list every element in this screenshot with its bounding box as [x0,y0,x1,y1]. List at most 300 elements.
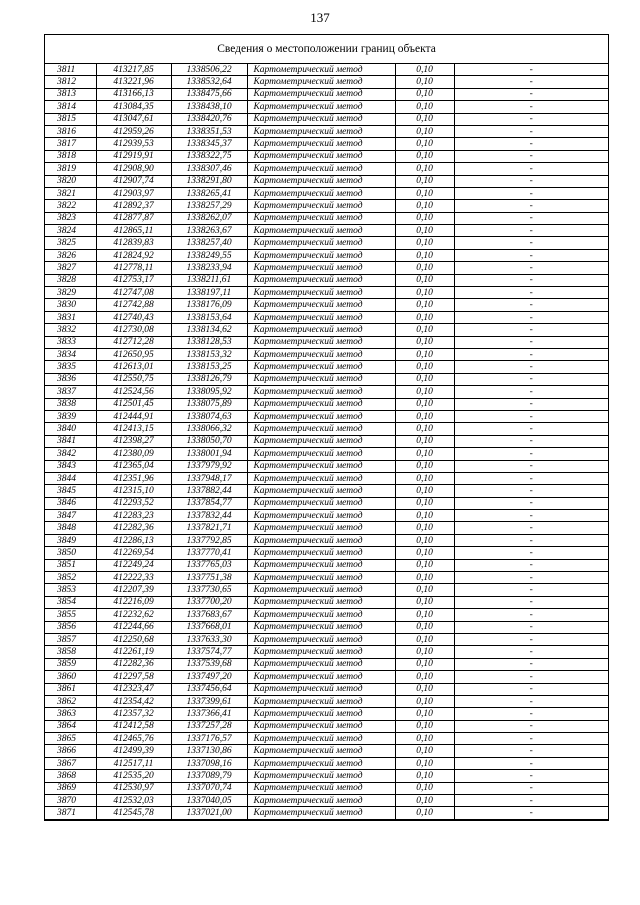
y-coordinate-cell: 1338074,63 [171,410,247,422]
y-coordinate-cell: 1337366,41 [171,708,247,720]
note-cell: - [454,646,608,658]
point-number-cell: 3847 [45,510,96,522]
method-cell: Картометрический метод [247,733,395,745]
x-coordinate-cell: 412413,15 [96,423,171,435]
y-coordinate-cell: 1338153,25 [171,361,247,373]
note-cell: - [454,76,608,88]
method-cell: Картометрический метод [247,212,395,224]
precision-cell: 0,10 [395,423,454,435]
x-coordinate-cell: 412282,36 [96,658,171,670]
method-cell: Картометрический метод [247,274,395,286]
table-row [45,472,608,484]
x-coordinate-cell: 412444,91 [96,410,171,422]
point-number-cell: 3871 [45,807,96,819]
y-coordinate-cell: 1338211,61 [171,274,247,286]
precision-cell: 0,10 [395,125,454,137]
point-number-cell: 3839 [45,410,96,422]
table-row [45,782,608,794]
point-number-cell: 3833 [45,336,96,348]
x-coordinate-cell: 412865,11 [96,225,171,237]
y-coordinate-cell: 1338262,07 [171,212,247,224]
point-number-cell: 3870 [45,795,96,807]
precision-cell: 0,10 [395,237,454,249]
table-row [45,324,608,336]
x-coordinate-cell: 412269,54 [96,547,171,559]
note-cell: - [454,274,608,286]
y-coordinate-cell: 1338265,41 [171,187,247,199]
precision-cell: 0,10 [395,410,454,422]
note-cell: - [454,386,608,398]
x-coordinate-cell: 412530,97 [96,782,171,794]
method-cell: Картометрический метод [247,522,395,534]
table-row [45,683,608,695]
y-coordinate-cell: 1337633,30 [171,633,247,645]
precision-cell: 0,10 [395,249,454,261]
table-row [45,249,608,261]
note-cell: - [454,262,608,274]
y-coordinate-cell: 1338506,22 [171,64,247,76]
x-coordinate-cell: 412297,58 [96,671,171,683]
precision-cell: 0,10 [395,621,454,633]
point-number-cell: 3864 [45,720,96,732]
point-number-cell: 3857 [45,633,96,645]
note-cell: - [454,633,608,645]
y-coordinate-cell: 1338153,64 [171,311,247,323]
x-coordinate-cell: 412501,45 [96,398,171,410]
x-coordinate-cell: 412908,90 [96,163,171,175]
method-cell: Картометрический метод [247,175,395,187]
table-row [45,200,608,212]
x-coordinate-cell: 413166,13 [96,88,171,100]
y-coordinate-cell: 1337456,64 [171,683,247,695]
y-coordinate-cell: 1338126,79 [171,373,247,385]
table-row [45,596,608,608]
precision-cell: 0,10 [395,807,454,819]
note-cell: - [454,448,608,460]
x-coordinate-cell: 412907,74 [96,175,171,187]
table-row [45,547,608,559]
point-number-cell: 3827 [45,262,96,274]
precision-cell: 0,10 [395,386,454,398]
point-number-cell: 3819 [45,163,96,175]
y-coordinate-cell: 1337683,67 [171,609,247,621]
point-number-cell: 3829 [45,287,96,299]
note-cell: - [454,138,608,150]
x-coordinate-cell: 412903,97 [96,187,171,199]
precision-cell: 0,10 [395,324,454,336]
note-cell: - [454,770,608,782]
table-row [45,336,608,348]
note-cell: - [454,423,608,435]
point-number-cell: 3845 [45,485,96,497]
precision-cell: 0,10 [395,782,454,794]
table-row [45,795,608,807]
precision-cell: 0,10 [395,596,454,608]
x-coordinate-cell: 412249,24 [96,559,171,571]
x-coordinate-cell: 412747,08 [96,287,171,299]
method-cell: Картометрический метод [247,720,395,732]
y-coordinate-cell: 1338075,89 [171,398,247,410]
point-number-cell: 3869 [45,782,96,794]
precision-cell: 0,10 [395,262,454,274]
coordinates-table-sheet [44,34,609,821]
point-number-cell: 3834 [45,348,96,360]
point-number-cell: 3831 [45,311,96,323]
x-coordinate-cell: 412351,96 [96,472,171,484]
x-coordinate-cell: 412261,19 [96,646,171,658]
table-row [45,225,608,237]
note-cell: - [454,522,608,534]
y-coordinate-cell: 1337882,44 [171,485,247,497]
y-coordinate-cell: 1337021,00 [171,807,247,819]
precision-cell: 0,10 [395,64,454,76]
note-cell: - [454,671,608,683]
note-cell: - [454,658,608,670]
method-cell: Картометрический метод [247,671,395,683]
note-cell: - [454,212,608,224]
table-row [45,720,608,732]
point-number-cell: 3815 [45,113,96,125]
note-cell: - [454,782,608,794]
method-cell: Картометрический метод [247,287,395,299]
note-cell: - [454,249,608,261]
point-number-cell: 3841 [45,435,96,447]
y-coordinate-cell: 1337176,57 [171,733,247,745]
precision-cell: 0,10 [395,646,454,658]
x-coordinate-cell: 412283,23 [96,510,171,522]
precision-cell: 0,10 [395,398,454,410]
method-cell: Картометрический метод [247,633,395,645]
point-number-cell: 3866 [45,745,96,757]
table-row [45,76,608,88]
y-coordinate-cell: 1337130,86 [171,745,247,757]
table-row [45,633,608,645]
note-cell: - [454,410,608,422]
method-cell: Картометрический метод [247,547,395,559]
y-coordinate-cell: 1337770,41 [171,547,247,559]
method-cell: Картометрический метод [247,807,395,819]
precision-cell: 0,10 [395,348,454,360]
table-row [45,88,608,100]
precision-cell: 0,10 [395,695,454,707]
precision-cell: 0,10 [395,113,454,125]
x-coordinate-cell: 412535,20 [96,770,171,782]
precision-cell: 0,10 [395,274,454,286]
note-cell: - [454,150,608,162]
note-cell: - [454,88,608,100]
point-number-cell: 3844 [45,472,96,484]
x-coordinate-cell: 412250,68 [96,633,171,645]
table-row [45,423,608,435]
table-title: Сведения о местоположении границ объекта [45,35,608,64]
method-cell: Картометрический метод [247,398,395,410]
precision-cell: 0,10 [395,336,454,348]
note-cell: - [454,807,608,819]
precision-cell: 0,10 [395,584,454,596]
point-number-cell: 3830 [45,299,96,311]
precision-cell: 0,10 [395,510,454,522]
note-cell: - [454,287,608,299]
note-cell: - [454,708,608,720]
point-number-cell: 3859 [45,658,96,670]
precision-cell: 0,10 [395,299,454,311]
method-cell: Картометрический метод [247,125,395,137]
table-row [45,572,608,584]
note-cell: - [454,64,608,76]
point-number-cell: 3818 [45,150,96,162]
method-cell: Картометрический метод [247,361,395,373]
x-coordinate-cell: 412232,62 [96,609,171,621]
point-number-cell: 3863 [45,708,96,720]
point-number-cell: 3826 [45,249,96,261]
method-cell: Картометрический метод [247,485,395,497]
note-cell: - [454,361,608,373]
point-number-cell: 3862 [45,695,96,707]
precision-cell: 0,10 [395,150,454,162]
x-coordinate-cell: 412412,58 [96,720,171,732]
table-row [45,212,608,224]
method-cell: Картометрический метод [247,596,395,608]
y-coordinate-cell: 1338153,32 [171,348,247,360]
note-cell: - [454,547,608,559]
y-coordinate-cell: 1337098,16 [171,757,247,769]
precision-cell: 0,10 [395,708,454,720]
precision-cell: 0,10 [395,559,454,571]
x-coordinate-cell: 412839,83 [96,237,171,249]
precision-cell: 0,10 [395,138,454,150]
y-coordinate-cell: 1338095,92 [171,386,247,398]
table-row [45,64,608,76]
x-coordinate-cell: 412550,75 [96,373,171,385]
point-number-cell: 3825 [45,237,96,249]
table-row [45,237,608,249]
y-coordinate-cell: 1337700,20 [171,596,247,608]
table-row [45,101,608,113]
method-cell: Картометрический метод [247,163,395,175]
table-row [45,262,608,274]
method-cell: Картометрический метод [247,572,395,584]
method-cell: Картометрический метод [247,386,395,398]
y-coordinate-cell: 1337854,77 [171,497,247,509]
method-cell: Картометрический метод [247,262,395,274]
table-row [45,448,608,460]
x-coordinate-cell: 412939,53 [96,138,171,150]
x-coordinate-cell: 412354,42 [96,695,171,707]
precision-cell: 0,10 [395,572,454,584]
precision-cell: 0,10 [395,757,454,769]
precision-cell: 0,10 [395,435,454,447]
x-coordinate-cell: 412650,95 [96,348,171,360]
method-cell: Картометрический метод [247,373,395,385]
table-row [45,373,608,385]
method-cell: Картометрический метод [247,150,395,162]
point-number-cell: 3824 [45,225,96,237]
table-row [45,807,608,819]
table-row [45,708,608,720]
note-cell: - [454,584,608,596]
point-number-cell: 3860 [45,671,96,683]
x-coordinate-cell: 412919,91 [96,150,171,162]
x-coordinate-cell: 413221,96 [96,76,171,88]
precision-cell: 0,10 [395,373,454,385]
table-row [45,559,608,571]
method-cell: Картометрический метод [247,249,395,261]
y-coordinate-cell: 1337089,79 [171,770,247,782]
table-row [45,138,608,150]
table-row [45,311,608,323]
page-number: 137 [310,10,330,25]
y-coordinate-cell: 1338351,53 [171,125,247,137]
method-cell: Картометрический метод [247,138,395,150]
method-cell: Картометрический метод [247,435,395,447]
precision-cell: 0,10 [395,76,454,88]
method-cell: Картометрический метод [247,101,395,113]
y-coordinate-cell: 1338263,67 [171,225,247,237]
point-number-cell: 3816 [45,125,96,137]
note-cell: - [454,695,608,707]
note-cell: - [454,572,608,584]
note-cell: - [454,200,608,212]
y-coordinate-cell: 1337832,44 [171,510,247,522]
table-row [45,621,608,633]
precision-cell: 0,10 [395,88,454,100]
table-row [45,299,608,311]
y-coordinate-cell: 1337765,03 [171,559,247,571]
note-cell: - [454,485,608,497]
x-coordinate-cell: 412365,04 [96,460,171,472]
point-number-cell: 3851 [45,559,96,571]
note-cell: - [454,225,608,237]
precision-cell: 0,10 [395,361,454,373]
point-number-cell: 3848 [45,522,96,534]
note-cell: - [454,720,608,732]
method-cell: Картометрический метод [247,584,395,596]
table-row [45,671,608,683]
note-cell: - [454,733,608,745]
point-number-cell: 3854 [45,596,96,608]
point-number-cell: 3812 [45,76,96,88]
table-row [45,485,608,497]
table-row [45,609,608,621]
table-row [45,745,608,757]
note-cell: - [454,101,608,113]
precision-cell: 0,10 [395,720,454,732]
method-cell: Картометрический метод [247,299,395,311]
point-number-cell: 3858 [45,646,96,658]
precision-cell: 0,10 [395,101,454,113]
note-cell: - [454,398,608,410]
y-coordinate-cell: 1338257,29 [171,200,247,212]
note-cell: - [454,348,608,360]
point-number-cell: 3811 [45,64,96,76]
note-cell: - [454,237,608,249]
note-cell: - [454,497,608,509]
point-number-cell: 3856 [45,621,96,633]
method-cell: Картометрический метод [247,88,395,100]
method-cell: Картометрический метод [247,695,395,707]
method-cell: Картометрический метод [247,237,395,249]
table-row [45,658,608,670]
point-number-cell: 3846 [45,497,96,509]
x-coordinate-cell: 412892,37 [96,200,171,212]
method-cell: Картометрический метод [247,336,395,348]
method-cell: Картометрический метод [247,76,395,88]
method-cell: Картометрический метод [247,757,395,769]
x-coordinate-cell: 412517,11 [96,757,171,769]
y-coordinate-cell: 1338050,70 [171,435,247,447]
note-cell: - [454,534,608,546]
table-row [45,435,608,447]
y-coordinate-cell: 1338134,62 [171,324,247,336]
point-number-cell: 3868 [45,770,96,782]
precision-cell: 0,10 [395,175,454,187]
precision-cell: 0,10 [395,633,454,645]
x-coordinate-cell: 412545,78 [96,807,171,819]
method-cell: Картометрический метод [247,348,395,360]
precision-cell: 0,10 [395,311,454,323]
point-number-cell: 3814 [45,101,96,113]
table-row [45,150,608,162]
x-coordinate-cell: 412524,56 [96,386,171,398]
precision-cell: 0,10 [395,225,454,237]
table-row [45,361,608,373]
x-coordinate-cell: 412465,76 [96,733,171,745]
method-cell: Картометрический метод [247,448,395,460]
table-row [45,534,608,546]
note-cell: - [454,311,608,323]
table-row [45,386,608,398]
y-coordinate-cell: 1337792,85 [171,534,247,546]
y-coordinate-cell: 1338291,80 [171,175,247,187]
precision-cell: 0,10 [395,287,454,299]
method-cell: Картометрический метод [247,559,395,571]
x-coordinate-cell: 412778,11 [96,262,171,274]
table-row [45,187,608,199]
x-coordinate-cell: 412244,66 [96,621,171,633]
table-row [45,163,608,175]
x-coordinate-cell: 412613,01 [96,361,171,373]
table-row [45,274,608,286]
table-row [45,757,608,769]
note-cell: - [454,373,608,385]
y-coordinate-cell: 1338233,94 [171,262,247,274]
method-cell: Картометрический метод [247,423,395,435]
x-coordinate-cell: 412286,13 [96,534,171,546]
note-cell: - [454,745,608,757]
note-cell: - [454,472,608,484]
x-coordinate-cell: 412712,28 [96,336,171,348]
method-cell: Картометрический метод [247,460,395,472]
x-coordinate-cell: 413217,85 [96,64,171,76]
method-cell: Картометрический метод [247,782,395,794]
method-cell: Картометрический метод [247,510,395,522]
point-number-cell: 3836 [45,373,96,385]
table-row [45,175,608,187]
x-coordinate-cell: 412877,87 [96,212,171,224]
y-coordinate-cell: 1338176,09 [171,299,247,311]
note-cell: - [454,621,608,633]
x-coordinate-cell: 412740,43 [96,311,171,323]
y-coordinate-cell: 1338128,53 [171,336,247,348]
note-cell: - [454,187,608,199]
precision-cell: 0,10 [395,163,454,175]
method-cell: Картометрический метод [247,795,395,807]
precision-cell: 0,10 [395,733,454,745]
x-coordinate-cell: 412824,92 [96,249,171,261]
table-row [45,398,608,410]
x-coordinate-cell: 413084,35 [96,101,171,113]
method-cell: Картометрический метод [247,770,395,782]
